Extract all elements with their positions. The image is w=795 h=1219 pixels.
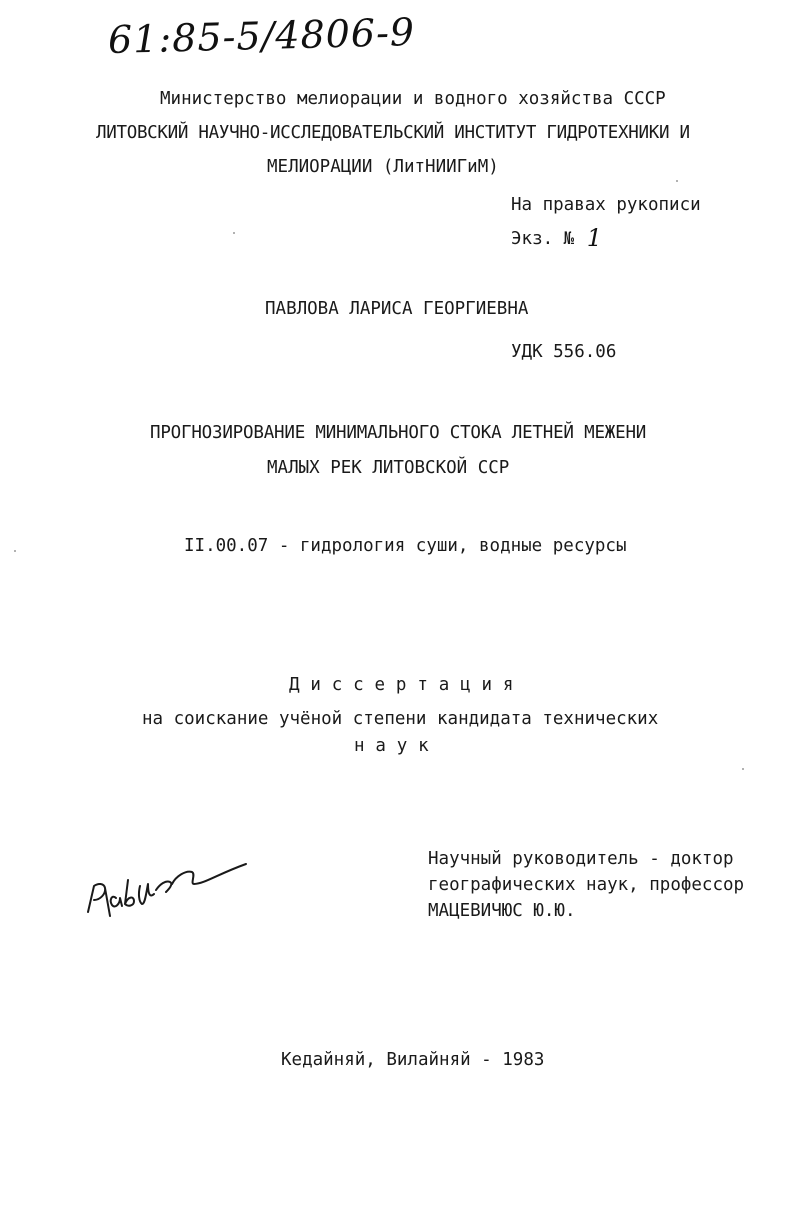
signature: [76, 850, 256, 940]
institute-name-line2: МЕЛИОРАЦИИ (ЛитНИИГиМ): [267, 157, 499, 177]
supervisor-name: МАЦЕВИЧЮС Ю.Ю.: [428, 901, 576, 921]
institute-name-line1: ЛИТОВСКИЙ НАУЧНО-ИССЛЕДОВАТЕЛЬСКИЙ ИНСТИТУТ ГИДРОТЕХНИКИ И: [96, 123, 690, 143]
copy-number-row: [511, 224, 603, 252]
ministry-name: Министерство мелиорации и водного хозяйства СССР: [160, 89, 666, 109]
thesis-title-line2: МАЛЫХ РЕК ЛИТОВСКОЙ ССР: [267, 458, 510, 478]
copy-label: Экз. №: [511, 229, 575, 249]
dissertation-heading: Диссертация: [289, 675, 525, 695]
scan-speck: [742, 768, 744, 770]
specialty-code: II.00.07 - гидрология суши, водные ресурсы: [184, 536, 627, 556]
scan-speck: [676, 180, 678, 182]
udc-code: УДК 556.06: [511, 342, 617, 362]
author-name: ПАВЛОВА ЛАРИСА ГЕОРГИЕВНА: [265, 299, 529, 319]
thesis-title-line1: ПРОГНОЗИРОВАНИЕ МИНИМАЛЬНОГО СТОКА ЛЕТНЕЙ МЕЖЕНИ: [150, 423, 647, 443]
dissertation-degree-line2: наук: [354, 736, 440, 756]
copy-number: 1: [586, 224, 603, 252]
supervisor-line1: Научный руководитель - доктор: [428, 849, 734, 869]
supervisor-line2: географических наук, профессор: [428, 875, 745, 895]
archive-number: 61:85-5/4806-9: [107, 9, 416, 63]
scan-speck: [14, 550, 16, 552]
city-year: Кедайняй, Вилайняй - 1983: [281, 1050, 545, 1070]
dissertation-degree-line1: на соискание учёной степени кандидата технических: [142, 709, 659, 729]
manuscript-rights: На правах рукописи: [511, 195, 701, 215]
scan-speck: [233, 232, 235, 234]
